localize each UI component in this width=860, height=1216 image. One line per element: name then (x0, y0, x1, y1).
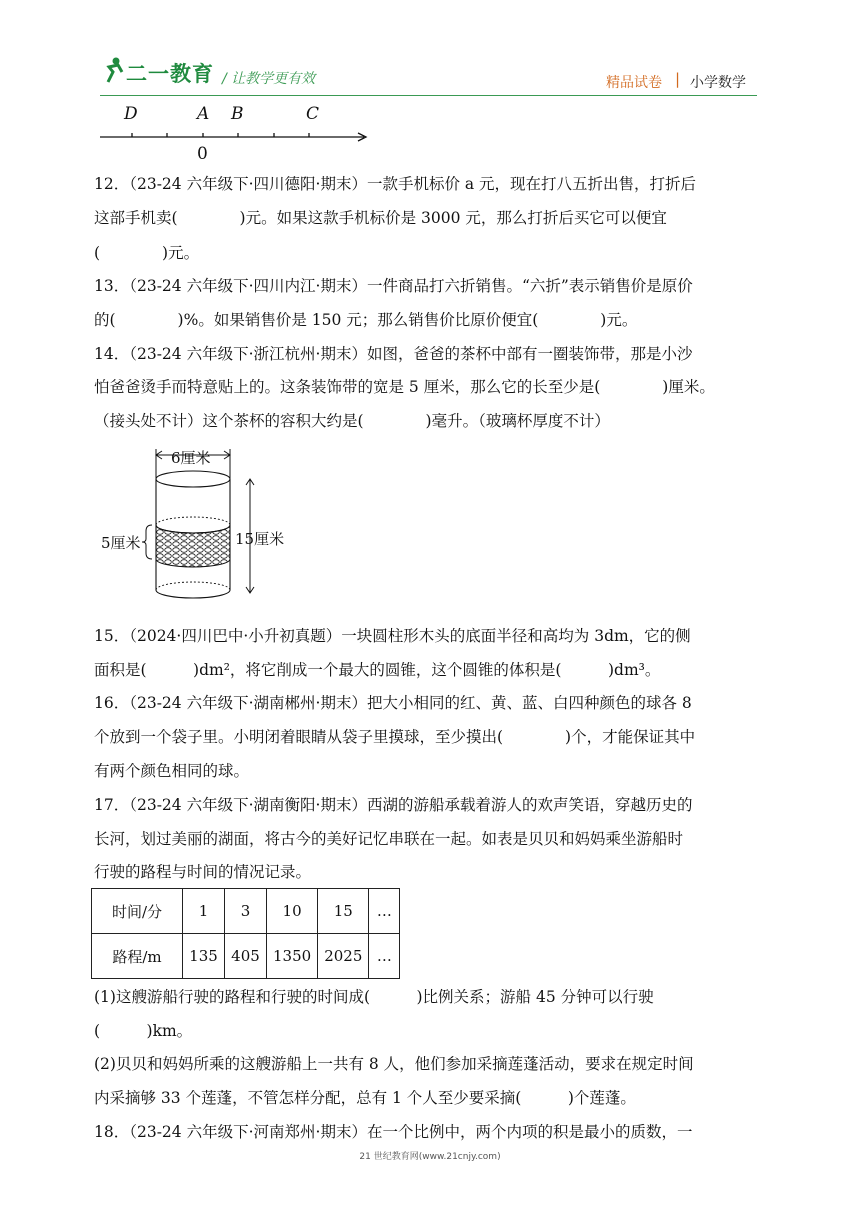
q17-sub1-line-1: (1)这艘游船行驶的路程和行驶的时间成( )比例关系；游船 45 分钟可以行驶 (94, 988, 654, 1006)
q16-line-2: 个放到一个袋子里。小明闭着眼睛从袋子里摸球，至少摸出( )个，才能保证其中 (94, 728, 696, 746)
q12-line-1: 12．（23-24 六年级下·四川德阳·期末）一款手机标价 a 元，现在打八五折出售，打折后 (94, 175, 697, 193)
table-cell: 15 (318, 889, 369, 934)
table-cell: 135 (183, 934, 225, 979)
cylinder-figure (140, 445, 310, 610)
figure-left-label: 5厘米 (101, 534, 141, 552)
q12-line-2: 这部手机卖( )元。如果这款手机标价是 3000 元，那么打折后买它可以便宜 (94, 209, 667, 227)
header-slogan: / 让教学更有效 (222, 71, 316, 87)
q14-line-3: （接头处不计）这个茶杯的容积大约是( )毫升。（玻璃杯厚度不计） (94, 412, 610, 430)
table-row (92, 934, 400, 979)
table-cell: … (369, 934, 400, 979)
table-cell: 405 (225, 934, 267, 979)
q12-line-3: ( )元。 (94, 244, 200, 262)
q17-line-2: 长河，划过美丽的湖面，将古今的美好记忆串联在一起。如表是贝贝和妈妈乘坐游船时 (94, 830, 684, 848)
q18-line-1: 18．（23-24 六年级下·河南郑州·期末）在一个比例中，两个内项的积是最小的质数，一 (94, 1123, 693, 1141)
header-logo-icon (104, 56, 124, 84)
q17-line-3: 行驶的路程与时间的情况记录。 (94, 863, 312, 881)
number-line-label-b: B (231, 104, 244, 124)
table-cell: 10 (267, 889, 318, 934)
table-cell: … (369, 889, 400, 934)
q17-sub1-line-2: ( )km。 (94, 1022, 193, 1040)
q16-line-1: 16．（23-24 六年级下·湖南郴州·期末）把大小相同的红、黄、蓝、白四种颜色的球各 8 (94, 694, 692, 712)
q17-sub2-line-2: 内采摘够 33 个莲蓬，不管怎样分配，总有 1 个人至少要采摘( )个莲蓬。 (94, 1089, 636, 1107)
figure-right-label: 15厘米 (235, 530, 285, 548)
q14-line-1: 14．（23-24 六年级下·浙江杭州·期末）如图，爸爸的茶杯中部有一圈装饰带，那是小沙 (94, 345, 693, 363)
page-footer: 21 世纪教育网(www.21cnjy.com) (359, 1152, 501, 1162)
number-line-label-c: C (306, 104, 320, 124)
number-line-label-d: D (124, 104, 138, 124)
number-line-zero: 0 (197, 144, 208, 164)
figure-top-label: 6厘米 (171, 449, 211, 467)
header-subject: 小学数学 (690, 75, 746, 91)
header-label: 精品试卷 (606, 75, 662, 91)
table-row (92, 889, 400, 934)
q16-line-3: 有两个颜色相同的球。 (94, 762, 250, 780)
header-logo-text: 二一教育 (126, 62, 214, 86)
q13-line-2: 的( )%。如果销售价是 150 元；那么销售价比原价便宜( )元。 (94, 311, 638, 329)
q17-line-1: 17．（23-24 六年级下·湖南衡阳·期末）西湖的游船承载着游人的欢声笑语，穿越历史的 (94, 796, 693, 814)
q15-line-2: 面积是( )dm²，将它削成一个最大的圆锥，这个圆锥的体积是( )dm³。 (94, 661, 661, 679)
q13-line-1: 13．（23-24 六年级下·四川内江·期末）一件商品打六折销售。“六折”表示销售价是原价 (94, 277, 693, 295)
time-distance-table (91, 888, 400, 979)
header-separator: | (675, 70, 681, 88)
q14-line-2: 怕爸爸烫手而特意贴上的。这条装饰带的宽是 5 厘米，那么它的长至少是( )厘米。 (94, 378, 715, 396)
table-cell: 时间/分 (92, 889, 183, 934)
table-cell: 1350 (267, 934, 318, 979)
table-cell: 2025 (318, 934, 369, 979)
table-cell: 1 (183, 889, 225, 934)
header-divider (100, 95, 757, 96)
table-cell: 路程/m (92, 934, 183, 979)
q17-sub2-line-1: (2)贝贝和妈妈所乘的这艘游船上一共有 8 人，他们参加采摘莲蓬活动，要求在规定时间 (94, 1055, 694, 1073)
q15-line-1: 15．（2024·四川巴中·小升初真题）一块圆柱形木头的底面半径和高均为 3dm，它的侧 (94, 627, 691, 645)
number-line-label-a: A (197, 104, 210, 124)
table-cell: 3 (225, 889, 267, 934)
